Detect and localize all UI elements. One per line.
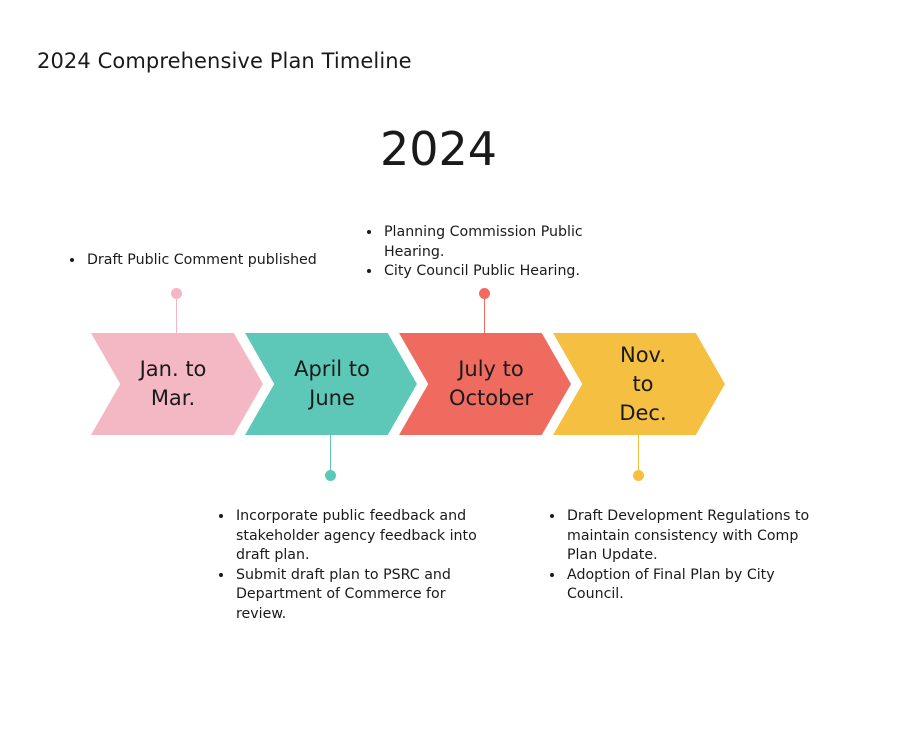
list-item: • Submit draft plan to PSRC and Department of Commerce for review. [234,566,492,625]
notes-nov-dec [543,507,825,605]
connector-dot-july-oct [479,288,490,299]
page-title: 2024 Comprehensive Plan Timeline [37,49,412,73]
list-item: • Adoption of Final Plan by City Council. [565,566,825,605]
connector-dot-jan-mar [171,288,182,299]
list-item: • City Council Public Hearing. [382,262,622,282]
year-heading: 2024 [379,122,498,176]
notes-jan-mar [63,251,365,271]
list-item: • Incorporate public feedback and stakeholder agency feedback into draft plan. [234,507,492,566]
connector-line-nov-dec [638,435,639,470]
list-item: • Draft Public Comment published [85,251,365,271]
phase-label-nov-dec: Nov. to Dec. [619,342,667,425]
phase-label-jan-mar: Jan. to Mar. [139,357,207,410]
notes-july-oct [360,223,622,282]
list-item: • Planning Commission Public Hearing. [382,223,622,262]
connector-line-april-june [330,435,331,470]
notes-april-june [212,507,492,624]
connector-dot-nov-dec [633,470,644,481]
connector-dot-april-june [325,470,336,481]
list-item: • Draft Development Regulations to maintain consistency with Comp Plan Update. [565,507,825,566]
phase-label-april-june: April to June [294,357,370,410]
phase-label-july-oct: July to October [448,357,534,410]
connector-line-july-oct [484,299,485,333]
connector-line-jan-mar [176,299,177,333]
